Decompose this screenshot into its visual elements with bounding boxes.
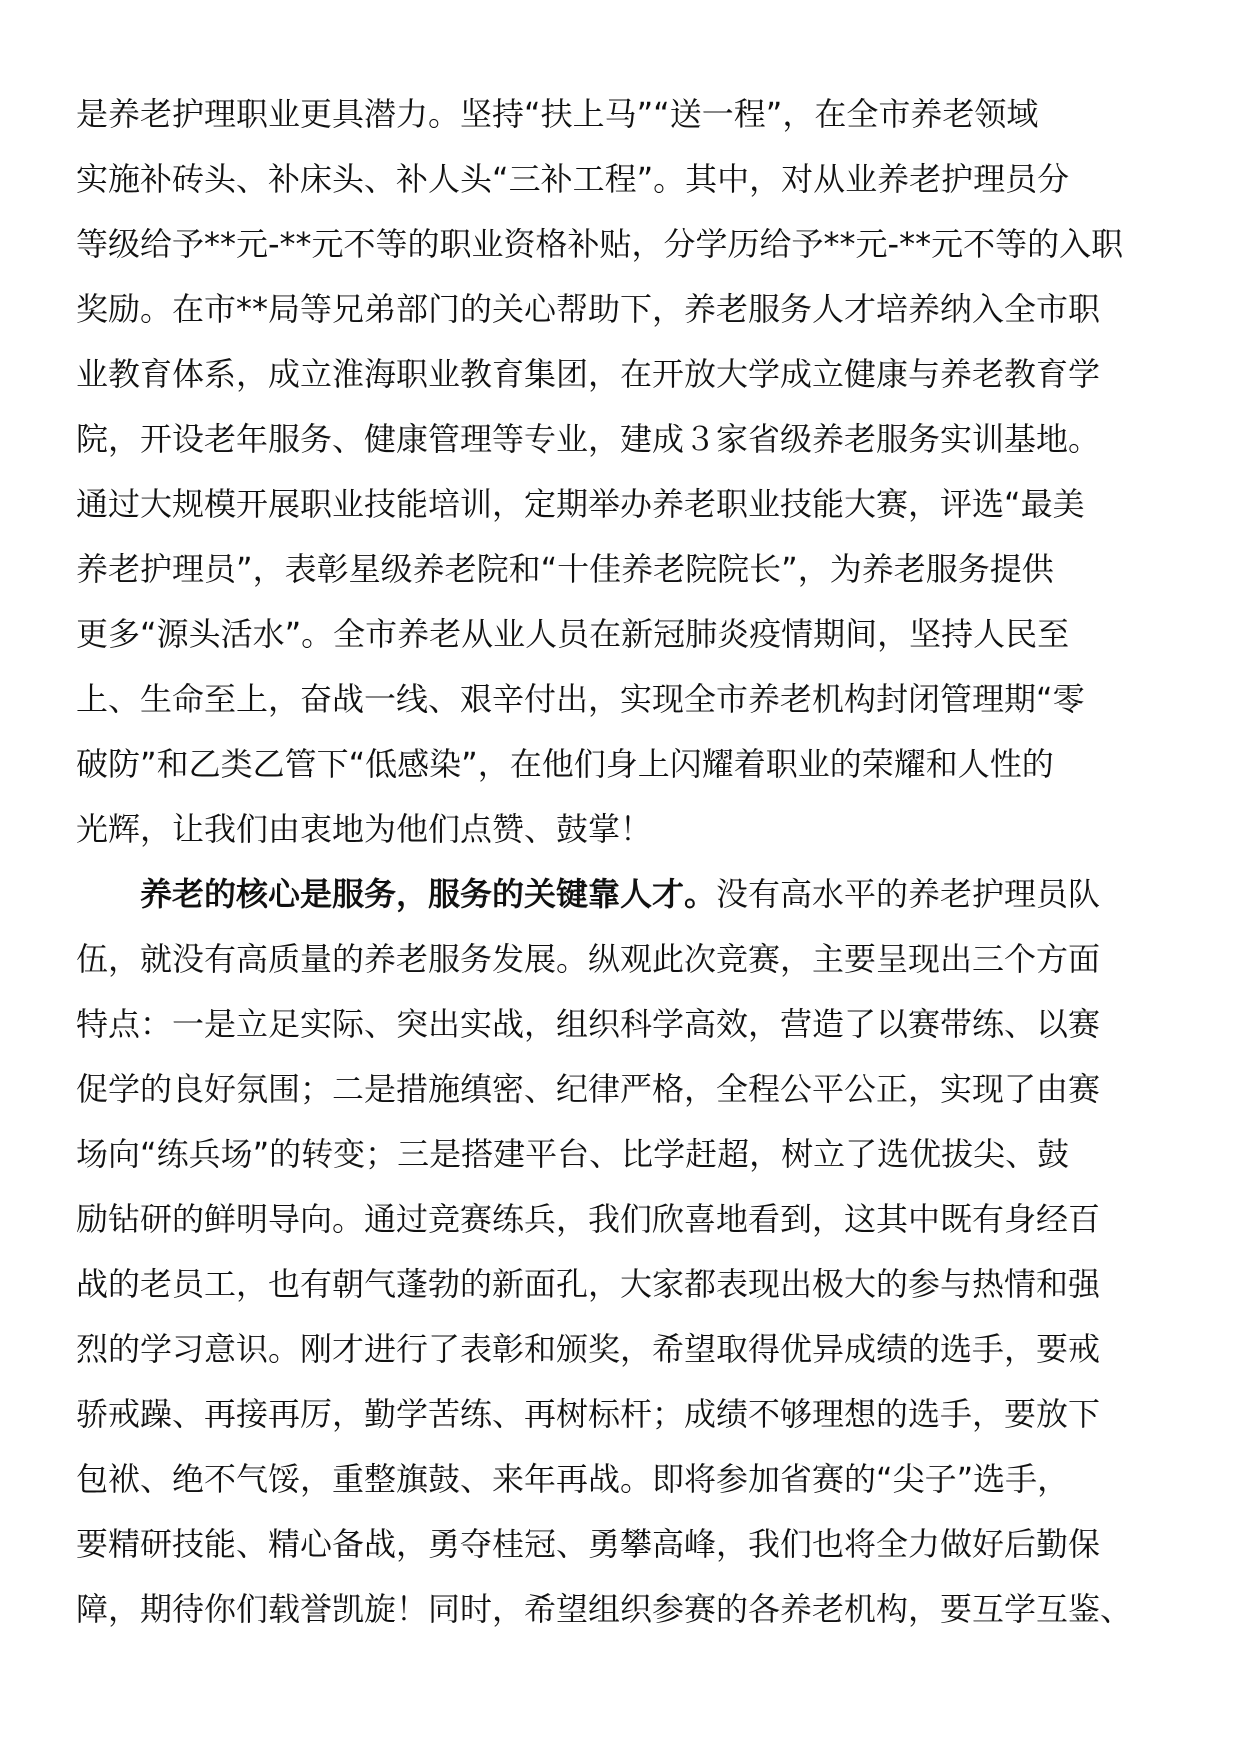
paragraph-2-line-4: 促学的良好氛围；二是措施缜密、纪律严格，全程公平公正，实现了由赛 [76,1070,1101,1108]
paragraph-2-line-7: 战的老员工，也有朝气蓬勃的新面孔，大家都表现出极大的参与热情和强 [76,1265,1101,1303]
paragraph-1-line-6: 院，开设老年服务、健康管理等专业，建成３家省级养老服务实训基地。 [76,420,1101,458]
document-body [76,82,1168,1642]
paragraph-1-line-3: 等级给予**元-**元不等的职业资格补贴，分学历给予**元-**元不等的入职 [76,225,1124,263]
paragraph-2-line-12: 障，期待你们载誉凯旋！同时，希望组织参赛的各养老机构，要互学互鉴、 [76,1590,1133,1628]
paragraph-2-line-2: 伍，就没有高质量的养老服务发展。纵观此次竞赛，主要呈现出三个方面 [76,940,1101,978]
paragraph-2-line-6: 励钻研的鲜明导向。通过竞赛练兵，我们欣喜地看到，这其中既有身经百 [76,1200,1101,1238]
paragraph-2-line-5: 场向“练兵场”的转变；三是搭建平台、比学赶超，树立了选优拔尖、鼓 [76,1135,1070,1173]
paragraph-1-line-11: 破防”和乙类乙管下“低感染”，在他们身上闪耀着职业的荣耀和人性的 [76,745,1054,783]
paragraph-1-line-9: 更多“源头活水”。全市养老从业人员在新冠肺炎疫情期间，坚持人民至 [76,615,1070,653]
paragraph-2-first-line-rest: 没有高水平的养老护理员队 [716,875,1101,913]
paragraph-2-line-1 [76,862,1168,927]
paragraph-1-line-12: 光辉，让我们由衷地为他们点赞、鼓掌！ [76,810,653,848]
paragraph-2-line-8: 烈的学习意识。刚才进行了表彰和颁奖，希望取得优异成绩的选手，要戒 [76,1330,1101,1368]
paragraph-1-line-7: 通过大规模开展职业技能培训，定期举办养老职业技能大赛，评选“最美 [76,485,1085,523]
paragraph-1-line-2: 实施补砖头、补床头、补人头“三补工程”。其中，对从业养老护理员分 [76,160,1070,198]
paragraph-2-bold-heading: 养老的核心是服务，服务的关键靠人才。 [140,875,717,913]
paragraph-2-line-11: 要精研技能、精心备战，勇夺桂冠、勇攀高峰，我们也将全力做好后勤保 [76,1525,1101,1563]
paragraph-2-line-9: 骄戒躁、再接再厉，勤学苦练、再树标杆；成绩不够理想的选手，要放下 [76,1395,1101,1433]
paragraph-2-line-3: 特点：一是立足实际、突出实战，组织科学高效，营造了以赛带练、以赛 [76,1005,1101,1043]
paragraph-1-line-8: 养老护理员”，表彰星级养老院和“十佳养老院院长”，为养老服务提供 [76,550,1054,588]
paragraph-1-line-4: 奖励。在市**局等兄弟部门的关心帮助下，养老服务人才培养纳入全市职 [76,290,1101,328]
paragraph-1-line-5: 业教育体系，成立淮海职业教育集团，在开放大学成立健康与养老教育学 [76,355,1101,393]
paragraph-1-line-1: 是养老护理职业更具潜力。坚持“扶上马”“送一程”，在全市养老领域 [76,95,1039,133]
paragraph-1-line-10: 上、生命至上，奋战一线、艰辛付出，实现全市养老机构封闭管理期“零 [76,680,1085,718]
paragraph-2-line-10: 包袱、绝不气馁，重整旗鼓、来年再战。即将参加省赛的“尖子”选手， [76,1460,1070,1498]
